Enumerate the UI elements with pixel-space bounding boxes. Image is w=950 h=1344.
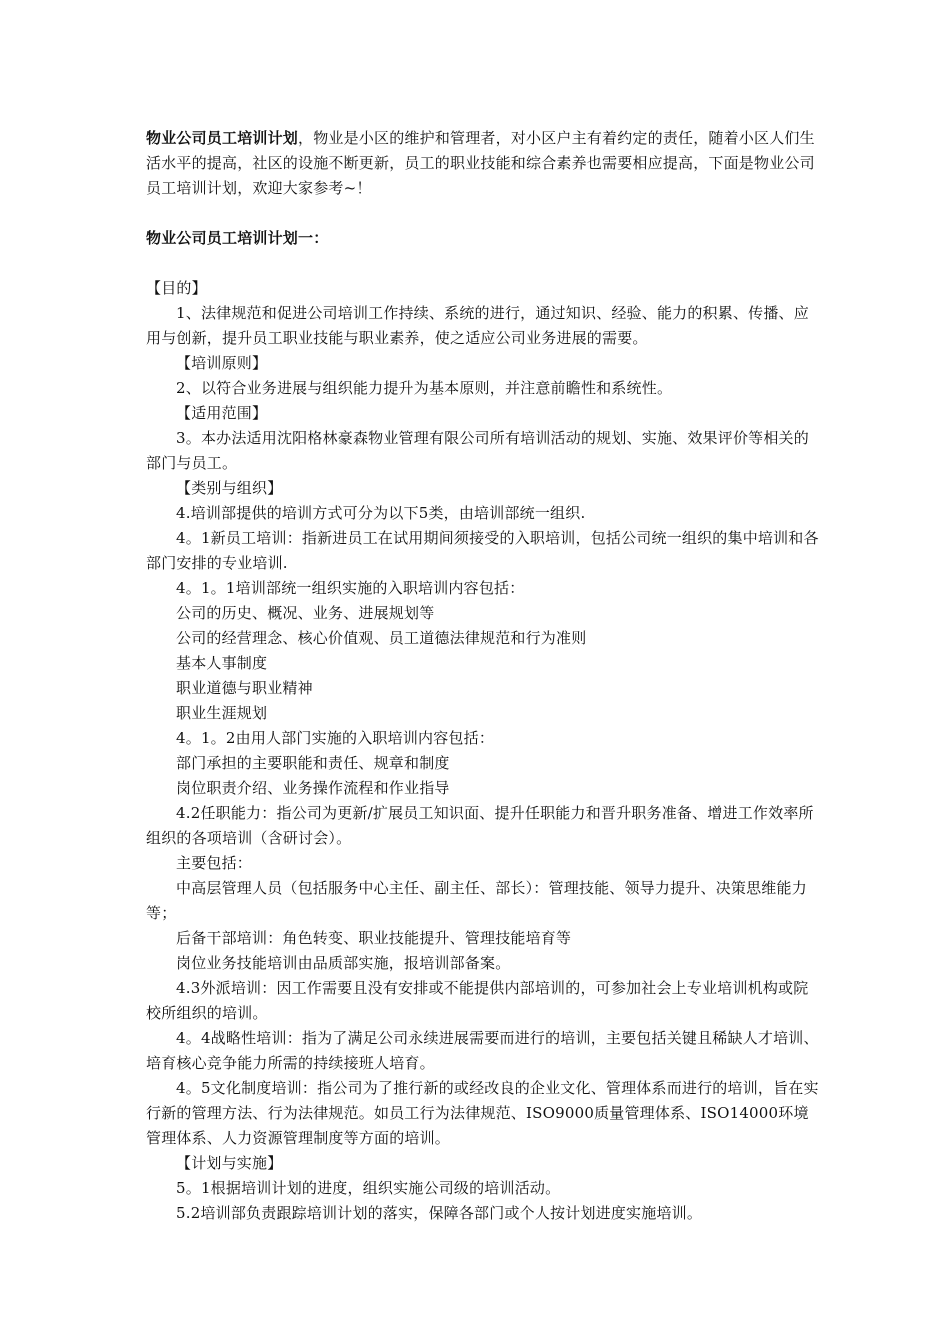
paragraph-4-4: 4。4战略性培训：指为了满足公司永续进展需要而进行的培训，主要包括关键且稀缺人才培训、培育核心竞争能力所需的持续接班人培育。	[146, 1029, 819, 1072]
list-item: 部门承担的主要职能和责任、规章和制度	[176, 754, 450, 772]
list-item: 公司的经营理念、核心价值观、员工道德法律规范和行为准则	[176, 629, 587, 647]
list-heading: 主要包括：	[176, 854, 253, 872]
intro-paragraph	[146, 126, 822, 201]
spacer	[146, 251, 822, 276]
list-item: 岗位职责介绍、业务操作流程和作业指导	[176, 779, 450, 797]
section-title: 物业公司员工培训计划一：	[146, 229, 329, 247]
heading-category: 【类别与组织】	[176, 479, 283, 497]
paragraph-4-5: 4。5文化制度培训：指公司为了推行新的或经改良的企业文化、管理体系而进行的培训，旨在实行新的管理方法、行为法律规范。如员工行为法律规范、ISO9000质量管理体系、ISO14000环境管理体系、人力资源管理制度等方面的培训。	[146, 1079, 819, 1147]
spacer	[146, 201, 822, 226]
paragraph-4-3: 4.3外派培训：因工作需要且没有安排或不能提供内部培训的，可参加社会上专业培训机构或院校所组织的培训。	[146, 979, 809, 1022]
list-item: 后备干部培训：角色转变、职业技能提升、管理技能培育等	[176, 929, 572, 947]
heading-purpose: 【目的】	[146, 279, 207, 297]
paragraph-5-1: 5。1根据培训计划的进度，组织实施公司级的培训活动。	[176, 1179, 561, 1197]
paragraph-4: 4.培训部提供的培训方式可分为以下5类，由培训部统一组织.	[176, 504, 586, 522]
paragraph-5-2: 5.2培训部负责跟踪培训计划的落实，保障各部门或个人按计划进度实施培训。	[176, 1204, 703, 1222]
document-body	[146, 126, 822, 1226]
list-item: 职业道德与职业精神	[176, 679, 313, 697]
paragraph-scope: 3。本办法适用沈阳格林豪森物业管理有限公司所有培训活动的规划、实施、效果评价等相关的部门与员工。	[146, 429, 809, 472]
paragraph-4-1-2: 4。1。2由用人部门实施的入职培训内容包括：	[176, 729, 495, 747]
list-item: 公司的历史、概况、业务、进展规划等	[176, 604, 435, 622]
heading-scope: 【适用范围】	[176, 404, 268, 422]
list-item: 岗位业务技能培训由品质部实施，报培训部备案。	[176, 954, 511, 972]
list-item: 中高层管理人员（包括服务中心主任、副主任、部长）：管理技能、领导力提升、决策思维能力等；	[146, 879, 807, 922]
list-item: 职业生涯规划	[176, 704, 268, 722]
list-item: 基本人事制度	[176, 654, 268, 672]
document-title: 物业公司员工培训计划	[146, 129, 299, 147]
intro-text: ，物业是小区的维护和管理者，对小区户主有着约定的责任，随着小区人们生活水平的提高，社区的设施不断更新，员工的职业技能和综合素养也需要相应提高，下面是物业公司员工培训计划，欢迎大家参考~！	[146, 129, 815, 197]
paragraph-purpose: 1、法律规范和促进公司培训工作持续、系统的进行，通过知识、经验、能力的积累、传播、应用与创新，提升员工职业技能与职业素养，使之适应公司业务进展的需要。	[146, 304, 809, 347]
paragraph-4-2: 4.2任职能力：指公司为更新/扩展员工知识面、提升任职能力和晋升职务准备、增进工作效率所组织的各项培训（含研讨会）。	[146, 804, 814, 847]
paragraph-4-1-1: 4。1。1培训部统一组织实施的入职培训内容包括：	[176, 579, 525, 597]
heading-plan: 【计划与实施】	[176, 1154, 283, 1172]
paragraph-4-1: 4。1新员工培训：指新进员工在试用期间须接受的入职培训，包括公司统一组织的集中培训和各部门安排的专业培训.	[146, 529, 819, 572]
paragraph-principle: 2、以符合业务进展与组织能力提升为基本原则，并注意前瞻性和系统性。	[176, 379, 673, 397]
heading-principle: 【培训原则】	[176, 354, 268, 372]
